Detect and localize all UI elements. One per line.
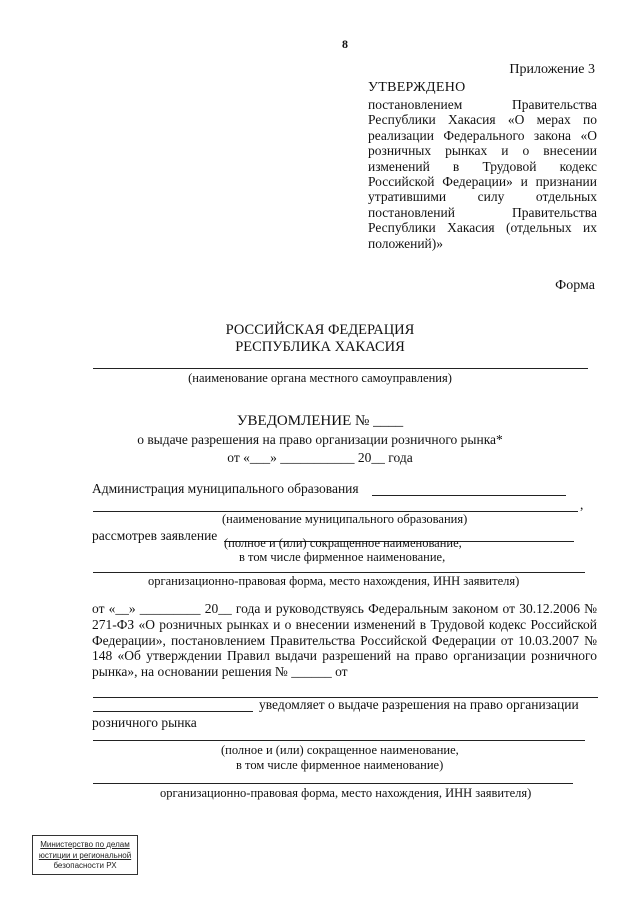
considered-label: рассмотрев заявление: [92, 528, 218, 543]
stamp-line-2: юстиции и региональной: [38, 850, 132, 860]
comma: ,: [580, 497, 584, 512]
approved-label: УТВЕРЖДЕНО: [368, 80, 466, 95]
country-heading: РОССИЙСКАЯ ФЕДЕРАЦИЯ: [225, 322, 415, 338]
admin-name-line: [372, 495, 566, 496]
notice-title: УВЕДОМЛЕНИЕ № ____: [236, 413, 404, 429]
resolution-text: постановлением Правительства Республики Хакасия «О мерах по реализации Федерального закона «О розничных рынках и о внесении изменений в Трудовой кодекс Российской Федерации» и признании утратившими силу отдельных постановлений Правительства Республики Хакасия (отдельных их положений)»: [368, 97, 597, 251]
footer-name-caption-1: (полное и (или) сокращенное наименование,: [221, 743, 459, 757]
name-caption-2: в том числе фирменное наименование,: [239, 550, 446, 564]
name-caption-1: (полное и (или) сокращенное наименование,: [224, 536, 462, 550]
notify-text: уведомляет о выдаче разрешения на право организации: [259, 697, 579, 712]
footer-org-caption: организационно-правовая форма, место нахождения, ИНН заявителя): [160, 786, 532, 800]
notice-date-line: от «___» ___________ 20__ года: [227, 450, 413, 465]
decision-org-line: [93, 711, 253, 712]
retail-text: розничного рынка: [92, 715, 197, 730]
stamp-line-3: безопасности РХ: [53, 861, 117, 870]
page-number: 8: [342, 37, 348, 51]
admin-label: Администрация муниципального образования: [92, 481, 359, 496]
authority-caption: (наименование органа местного самоуправления): [188, 371, 452, 385]
permit-holder-org-line: [93, 783, 573, 784]
stamp-line-1: Министерство по делам: [40, 840, 130, 849]
municipality-caption: (наименование муниципального образования): [222, 512, 468, 526]
footer-name-caption-2: в том числе фирменное наименование): [236, 758, 444, 772]
appendix-label: Приложение 3: [509, 62, 595, 77]
form-label: Форма: [555, 278, 595, 293]
permit-holder-line: [93, 740, 585, 741]
republic-heading: РЕСПУБЛИКА ХАКАСИЯ: [235, 339, 405, 355]
authority-name-line: [93, 368, 588, 369]
org-caption: организационно-правовая форма, место нахождения, ИНН заявителя): [148, 574, 520, 588]
body-paragraph: от «__» _________ 20__ года и руководствуясь Федеральным законом от 30.12.2006 № 271-ФЗ «О розничных рынках и о внесении изменений в Трудовой кодекс Российской Федерации», постановлением Правительства Российской Федерации от 10.03.2007 № 148 «Об утверждении Правил выдачи разрешений на право организации розничного рынка», на основании решения № ______ от: [92, 601, 597, 680]
notice-subtitle: о выдаче разрешения на право организации розничного рынка*: [137, 432, 503, 447]
applicant-org-line: [93, 572, 585, 573]
ministry-stamp: [32, 835, 138, 875]
